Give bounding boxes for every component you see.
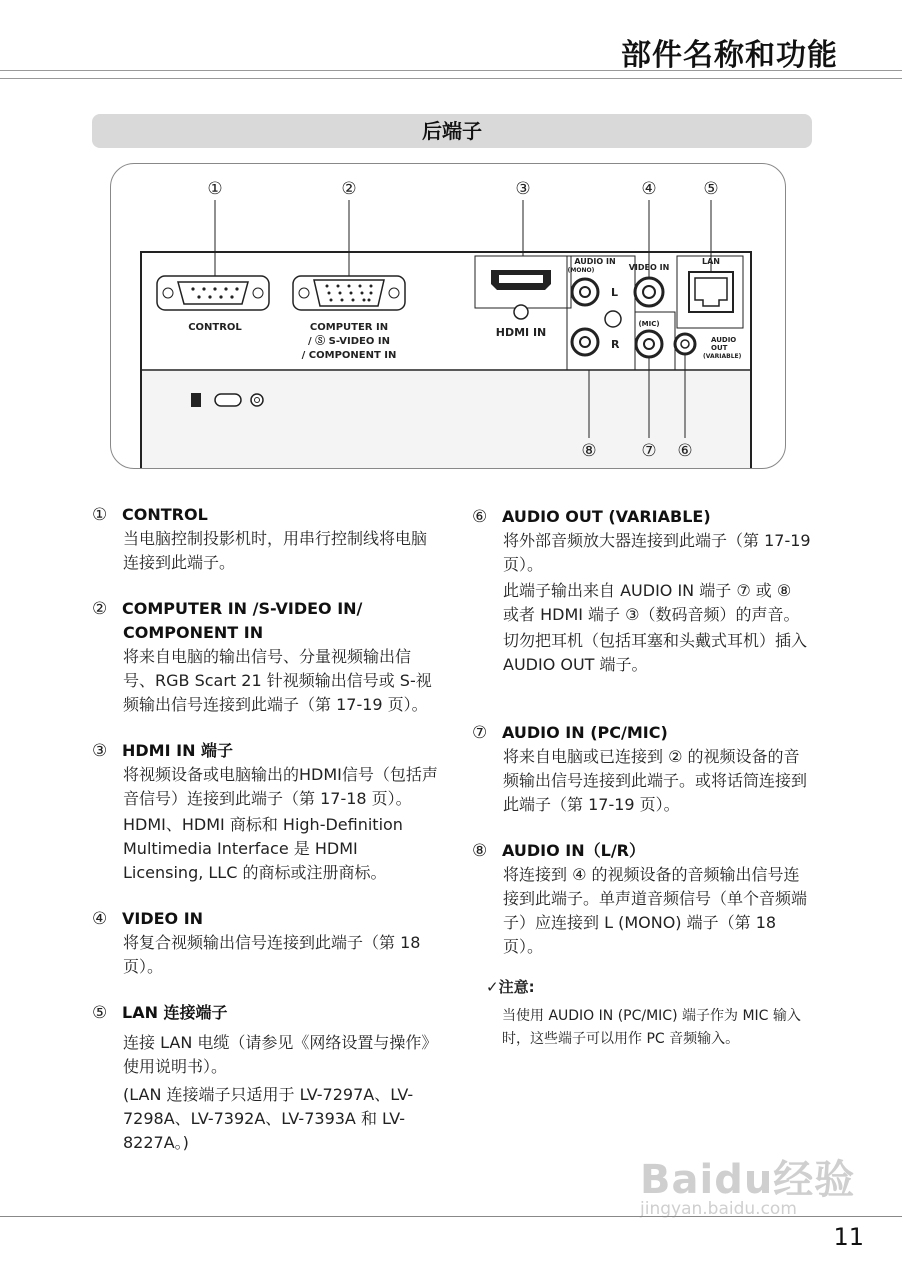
callout-1: ①	[207, 179, 223, 199]
audio-l-label: L	[611, 286, 619, 299]
note-box	[472, 975, 812, 1051]
item-text: 将连接到 ④ 的视频设备的音频输出信号连接到此端子。单声道音频信号（单个音频端子）应连接到 L (MONO) 端子（第 18 页）。	[503, 865, 808, 956]
section-heading: 后端子	[92, 114, 812, 148]
hdmi-label: HDMI IN	[495, 326, 547, 339]
item-number: ④	[92, 909, 108, 929]
item-audio-in-pc-mic	[472, 721, 812, 817]
item-number: ③	[92, 741, 108, 761]
item-title: VIDEO IN	[122, 909, 204, 928]
item-text: 当电脑控制投影机时，用串行控制线将电脑连接到此端子。	[123, 529, 428, 572]
item-text: 将视频设备或电脑输出的HDMI信号（包括声音信号）连接到此端子（第 17-18 页）。	[123, 765, 438, 808]
item-text: 将来自电脑的输出信号、分量视频输出信号、RGB Scart 21 针视频输出信号或 S-视频输出信号连接到此端子（第 17-19 页）。	[123, 647, 432, 714]
header-rule	[0, 70, 902, 79]
computer-label-3: / COMPONENT IN	[301, 350, 397, 361]
note-text: 当使用 AUDIO IN (PC/MIC) 端子作为 MIC 输入时，这些端子可以用作 PC 音频输入。	[502, 1008, 801, 1047]
security-slot	[215, 394, 241, 406]
item-number: ②	[92, 599, 108, 619]
item-hdmi-in	[92, 739, 442, 885]
security-screw-icon	[251, 394, 263, 406]
item-title-line-2: COMPONENT IN	[123, 623, 264, 642]
watermark-url: jingyan.baidu.com	[640, 1199, 797, 1219]
item-text: 切勿把耳机（包括耳塞和头戴式耳机）插入 AUDIO OUT 端子。	[503, 631, 808, 674]
item-text: 将来自电脑或已连接到 ② 的视频设备的音频输出信号连接到此端子。或将话筒连接到此端子（第 17-19 页）。	[503, 747, 808, 814]
item-computer-in	[92, 597, 442, 717]
item-audio-in-lr	[472, 839, 812, 959]
item-text: 将复合视频输出信号连接到此端子（第 18 页）。	[123, 933, 421, 976]
audio-in-label: AUDIO IN	[574, 257, 616, 266]
item-title: LAN 连接端子	[122, 1003, 228, 1022]
computer-label-1: COMPUTER IN	[309, 322, 389, 333]
callout-2: ②	[341, 179, 357, 199]
control-port-connector	[178, 282, 248, 304]
left-column	[92, 503, 442, 1177]
computer-label-2: / Ⓢ S-VIDEO IN	[308, 336, 390, 347]
item-number: ⑤	[92, 1003, 108, 1023]
footer-rule	[0, 1216, 902, 1217]
audio-out-label-1: AUDIO	[711, 336, 737, 344]
item-control	[92, 503, 442, 575]
rear-terminal-diagram	[110, 163, 786, 469]
callout-6: ⑥	[677, 441, 693, 461]
audio-out-label-2: OUT	[711, 344, 728, 352]
item-text: 将外部音频放大器连接到此端子（第 17-19 页）。	[503, 531, 811, 574]
baidu-watermark	[640, 1148, 855, 1219]
item-title: COMPUTER IN /S-VIDEO IN/	[122, 599, 363, 618]
item-number: ⑥	[472, 507, 488, 527]
item-text: (LAN 连接端子只适用于 LV-7297A、LV-7298A、LV-7392A、LV-7393A 和 LV-8227A。)	[123, 1085, 414, 1152]
callout-7: ⑦	[641, 441, 657, 461]
security-lock-icon	[191, 393, 201, 407]
item-number: ⑧	[472, 841, 488, 861]
watermark-logo-text: Baidu经验	[640, 1157, 856, 1203]
item-title: HDMI IN 端子	[122, 741, 234, 760]
item-number: ①	[92, 505, 108, 525]
callout-3: ③	[515, 179, 531, 199]
callout-4: ④	[641, 179, 657, 199]
audio-r-label: R	[611, 338, 620, 351]
item-text: 连接 LAN 电缆（请参见《网络设置与操作》使用说明书）。	[123, 1033, 438, 1076]
item-lan	[92, 1001, 442, 1155]
video-in-label: VIDEO IN	[628, 263, 670, 272]
item-title: CONTROL	[122, 505, 208, 524]
terminal-panel-illustration	[111, 164, 785, 468]
audio-out-label-3: (VARIABLE)	[703, 353, 742, 360]
item-title: AUDIO IN (PC/MIC)	[502, 723, 668, 742]
panel-lower-band	[142, 371, 750, 468]
right-column	[472, 505, 812, 1051]
item-number: ⑦	[472, 723, 488, 743]
item-title: AUDIO OUT (VARIABLE)	[502, 507, 711, 526]
computer-port-connector	[314, 280, 384, 306]
item-video-in	[92, 907, 442, 979]
callout-8: ⑧	[581, 441, 597, 461]
lan-label: LAN	[702, 257, 720, 266]
item-audio-out	[472, 505, 812, 677]
callout-5: ⑤	[703, 179, 719, 199]
item-text: HDMI、HDMI 商标和 High-Definition Multimedia Interface 是 HDMI Licensing, LLC 的商标或注册商标。	[123, 815, 403, 882]
note-title: ✓注意:	[486, 978, 535, 996]
item-title: AUDIO IN（L/R）	[502, 841, 645, 860]
audio-in-sub-label: (MONO)	[567, 267, 595, 274]
page-number: 11	[833, 1223, 864, 1251]
page-title: 部件名称和功能	[621, 38, 838, 73]
control-label: CONTROL	[188, 322, 242, 333]
mic-label: (MIC)	[638, 320, 660, 328]
item-text: 此端子输出来自 AUDIO IN 端子 ⑦ 或 ⑧ 或者 HDMI 端子 ③（数码音频）的声音。	[503, 581, 800, 624]
